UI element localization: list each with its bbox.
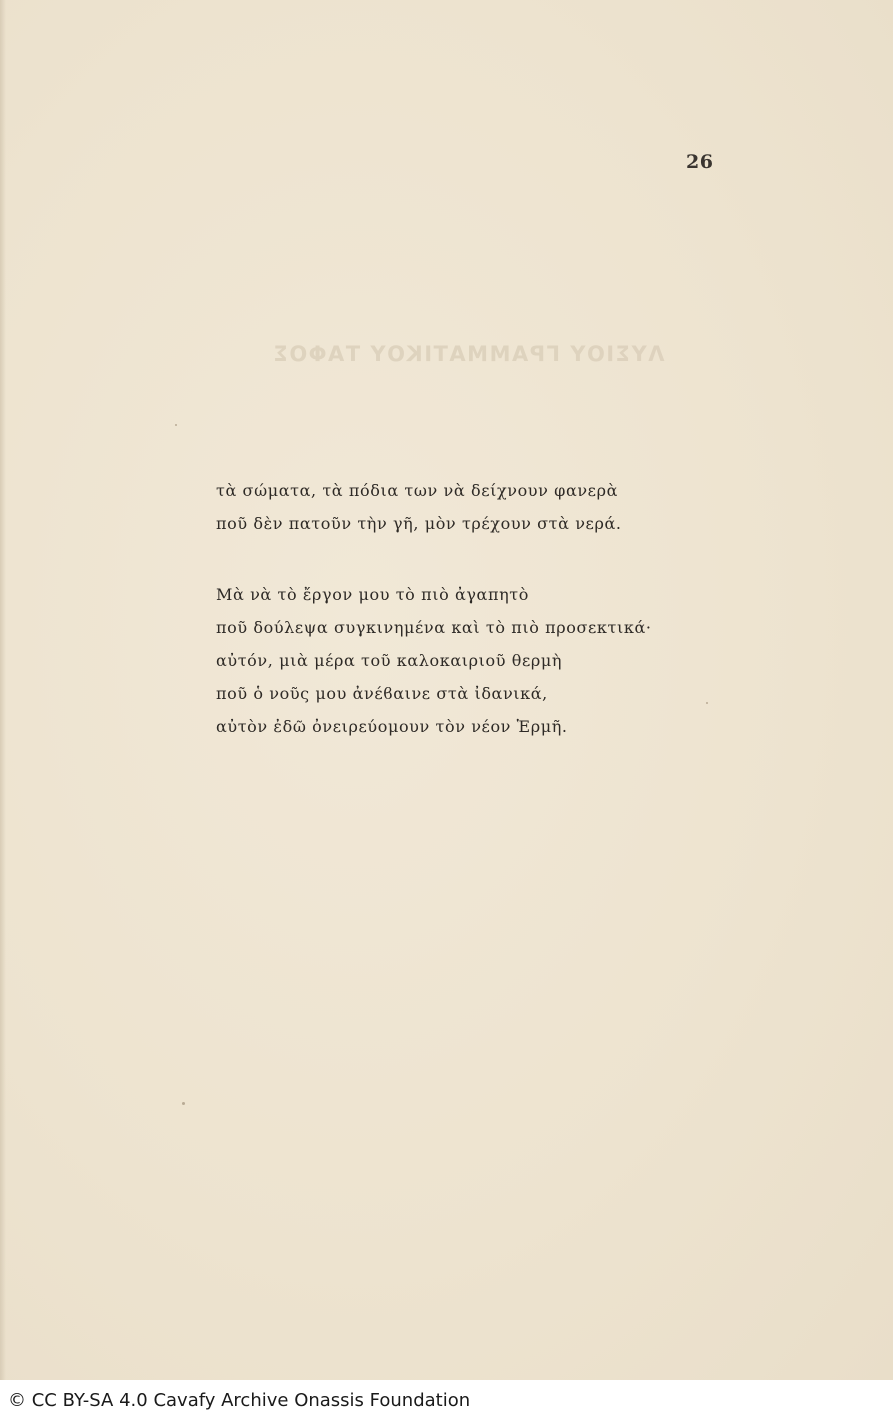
paper-speck bbox=[175, 424, 177, 426]
poem-line: Μὰ νὰ τὸ ἔργον μου τὸ πιὸ ἀγαπητὸ bbox=[216, 585, 529, 604]
page-edge-shadow bbox=[0, 0, 6, 1380]
poem-stanza-1 bbox=[216, 474, 622, 540]
poem-line: αὐτὸν ἐδῶ ὀνειρεύομουν τὸν νέον Ἑρμῆ. bbox=[216, 717, 568, 736]
poem-line: τὰ σώματα, τὰ πόδια των νὰ δείχνουν φανερὰ bbox=[216, 481, 618, 500]
paper-speck bbox=[706, 702, 708, 704]
credit-bar bbox=[0, 1380, 893, 1422]
paper-speck bbox=[182, 1102, 185, 1105]
poem-line: ποῦ δὲν πατοῦν τὴν γῆ, μὸν τρέχουν στὰ νερά. bbox=[216, 514, 622, 533]
copyright-credit: © CC BY-SA 4.0 Cavafy Archive Onassis Foundation bbox=[8, 1390, 471, 1411]
page-number: 26 bbox=[686, 151, 714, 173]
poem-line: ποῦ δούλεψα συγκινημένα καὶ τὸ πιὸ προσεκτικά· bbox=[216, 618, 652, 637]
poem-line: αὐτόν, μιὰ μέρα τοῦ καλοκαιριοῦ θερμὴ bbox=[216, 651, 563, 670]
poem-stanza-2 bbox=[216, 578, 652, 743]
bleed-through-title: ΛΥΣΙΟΥ ΓΡΑΜΜΑΤΙΚΟΥ ΤΑΦΟΣ bbox=[272, 342, 665, 366]
poem-line: ποῦ ὁ νοῦς μου ἀνέϐαινε στὰ ἰδανικά, bbox=[216, 684, 548, 703]
